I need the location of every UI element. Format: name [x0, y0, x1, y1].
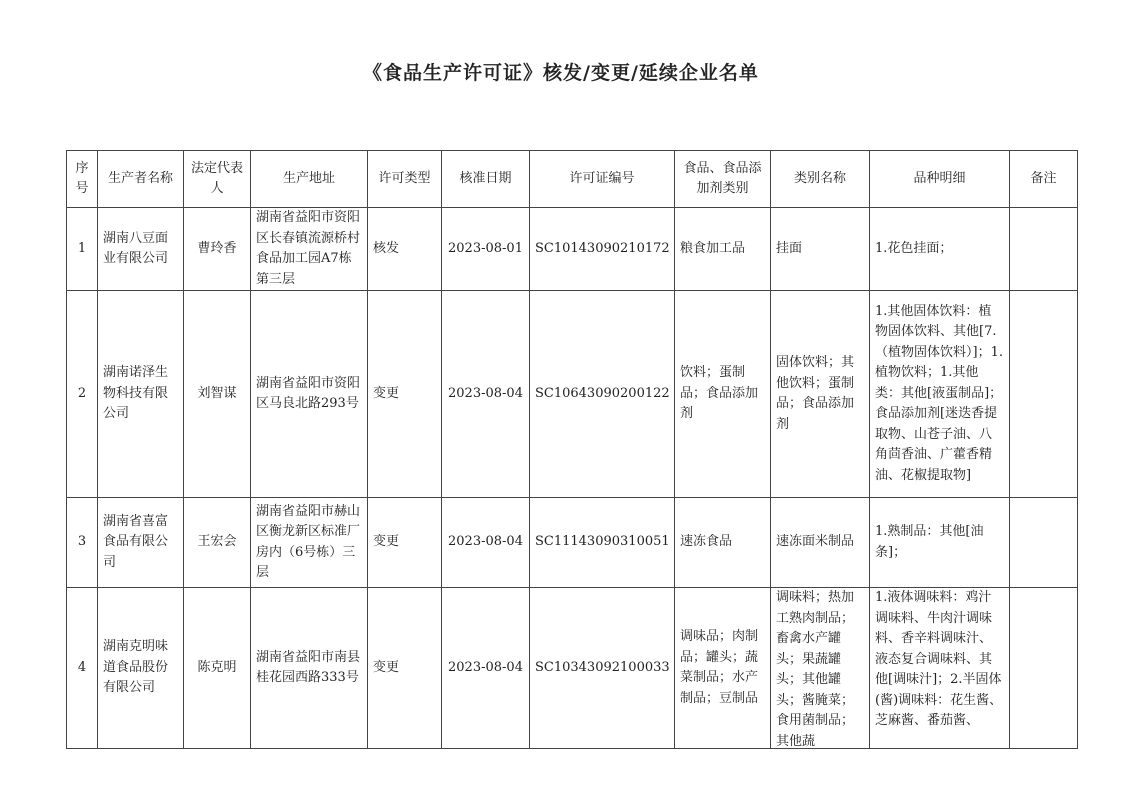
table-row [67, 291, 1078, 498]
cell-no: 3 [67, 498, 98, 588]
header-date: 核准日期 [442, 151, 530, 208]
cell-address: 湖南省益阳市资阳区长春镇流源桥村食品加工园A7栋第三层 [251, 208, 368, 291]
cell-date: 2023-08-04 [442, 588, 530, 749]
cell-rep: 曹玲香 [184, 208, 251, 291]
cell-category-name: 调味料；热加工熟肉制品；畜禽水产罐头；果蔬罐头；其他罐头；酱腌菜；食用菌制品；其他蔬 [776, 590, 855, 749]
cell-category: 调味品；肉制品；罐头；蔬菜制品；水产制品；豆制品 [675, 588, 771, 749]
cell-category-name: 挂面 [771, 208, 870, 291]
header-remark: 备注 [1010, 151, 1078, 208]
cell-date: 2023-08-01 [442, 208, 530, 291]
cell-license: SC10343092100033 [530, 588, 675, 749]
cell-details-cell [870, 588, 1010, 749]
header-address: 生产地址 [251, 151, 368, 208]
header-license: 许可证编号 [530, 151, 675, 208]
header-no: 序号 [67, 151, 98, 208]
cell-category: 饮料；蛋制品；食品添加剂 [675, 291, 771, 498]
cell-category-name: 固体饮料；其他饮料；蛋制品；食品添加剂 [771, 291, 870, 498]
cell-type: 变更 [368, 291, 442, 498]
cell-license: SC10143090210172 [530, 208, 675, 291]
page-title: 《食品生产许可证》核发/变更/延续企业名单 [363, 62, 759, 84]
cell-no: 2 [67, 291, 98, 498]
license-table [66, 150, 1078, 749]
cell-category-name-cell [771, 588, 870, 749]
cell-category-name: 速冻面米制品 [771, 498, 870, 588]
header-type: 许可类型 [368, 151, 442, 208]
cell-license: SC11143090310051 [530, 498, 675, 588]
cell-category: 速冻食品 [675, 498, 771, 588]
cell-details: 1.其他固体饮料：植物固体饮料、其他[7.（植物固体饮料）]；1.植物饮料；1.其他类：其他[液蛋制品]；食品添加剂[迷迭香提取物、山苍子油、八角茴香油、广藿香精油、花椒提取物] [870, 291, 1010, 498]
cell-name: 湖南克明味道食品股份有限公司 [98, 588, 184, 749]
cell-details: 1.熟制品：其他[油条]； [870, 498, 1010, 588]
cell-details: 1.液体调味料：鸡汁调味料、牛肉汁调味料、香辛料调味汁、液态复合调味料、其他[调味汁]；2.半固体(酱)调味料：花生酱、芝麻酱、番茄酱、 [875, 590, 1003, 728]
table-row [67, 588, 1078, 749]
table-row [67, 498, 1078, 588]
cell-remark [1010, 291, 1078, 498]
cell-no: 4 [67, 588, 98, 749]
cell-date: 2023-08-04 [442, 498, 530, 588]
cell-name: 湖南省喜富食品有限公司 [98, 498, 184, 588]
cell-license: SC10643090200122 [530, 291, 675, 498]
cell-rep: 陈克明 [184, 588, 251, 749]
table-row [67, 208, 1078, 291]
cell-remark [1010, 208, 1078, 291]
cell-type: 变更 [368, 498, 442, 588]
cell-address: 湖南省益阳市资阳区马良北路293号 [251, 291, 368, 498]
cell-rep: 王宏会 [184, 498, 251, 588]
cell-address: 湖南省益阳市南县桂花园西路333号 [251, 588, 368, 749]
cell-name: 湖南八豆面业有限公司 [98, 208, 184, 291]
cell-name: 湖南诺泽生物科技有限公司 [98, 291, 184, 498]
header-name: 生产者名称 [98, 151, 184, 208]
cell-type: 核发 [368, 208, 442, 291]
cell-address: 湖南省益阳市赫山区衡龙新区标准厂房内（6号栋）三层 [251, 498, 368, 588]
cell-remark [1010, 588, 1078, 749]
header-rep: 法定代表人 [184, 151, 251, 208]
cell-rep: 刘智谋 [184, 291, 251, 498]
cell-category: 粮食加工品 [675, 208, 771, 291]
header-category: 食品、食品添加剂类别 [675, 151, 771, 208]
header-category-name: 类别名称 [771, 151, 870, 208]
cell-remark [1010, 498, 1078, 588]
cell-date: 2023-08-04 [442, 291, 530, 498]
table-header-row [67, 151, 1078, 208]
header-details: 品种明细 [870, 151, 1010, 208]
cell-details: 1.花色挂面； [870, 208, 1010, 291]
cell-type: 变更 [368, 588, 442, 749]
cell-no: 1 [67, 208, 98, 291]
license-table-container [66, 150, 1077, 749]
